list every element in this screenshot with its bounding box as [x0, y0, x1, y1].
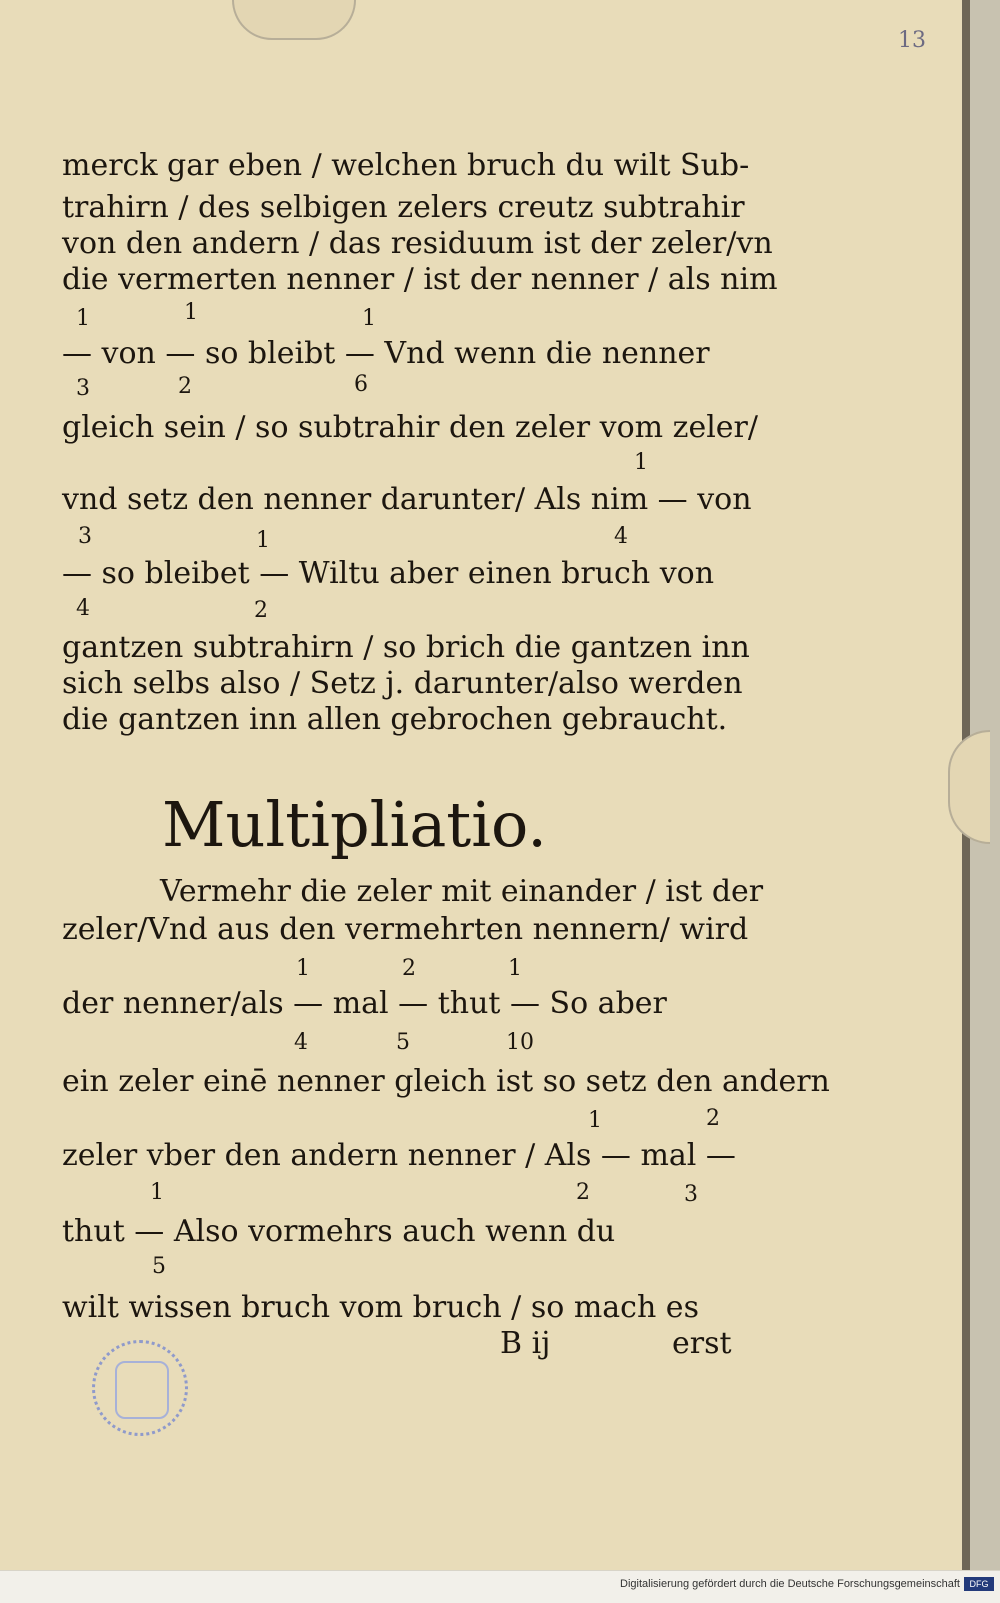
- fraction-numerator: 1: [296, 956, 310, 981]
- dfg-logo: DFG: [964, 1577, 994, 1591]
- fraction-numerator: 1: [150, 1180, 164, 1205]
- footer-credit: Digitalisierung gefördert durch die Deutsche Forschungsgemeinschaft: [620, 1578, 960, 1590]
- fraction-numerator: 1: [184, 300, 198, 325]
- fraction-denominator: 3: [76, 376, 90, 401]
- fraction-denominator: 2: [178, 374, 192, 399]
- text-line-15: ein zeler einē nenner gleich ist so setz den andern: [62, 1064, 830, 1099]
- text-line-7: vnd setz den nenner darunter/ Als nim — von: [62, 482, 752, 517]
- fraction-numerator: 2: [706, 1106, 720, 1131]
- page-number-pencil: 13: [898, 28, 926, 53]
- paper-clip-top: [232, 0, 356, 40]
- text-line-6: gleich sein / so subtrahir den zeler vom zeler/: [62, 410, 758, 445]
- fraction-numerator: 2: [402, 956, 416, 981]
- text-line-16: zeler vber den andern nenner / Als — mal —: [62, 1138, 736, 1173]
- fraction-numerator: 1: [256, 528, 270, 553]
- fraction-numerator: 1: [588, 1108, 602, 1133]
- library-stamp: [92, 1340, 188, 1436]
- fraction-denominator: 3: [684, 1182, 698, 1207]
- fraction-numerator: 1: [362, 306, 376, 331]
- text-line-14: der nenner/als — mal — thut — So aber: [62, 986, 667, 1021]
- text-line-4: die vermerten nenner / ist der nenner / als nim: [62, 262, 778, 297]
- text-line-12: Vermehr die zeler mit einander / ist der: [160, 874, 764, 909]
- text-line-2: trahirn / des selbigen zelers creutz subtrahir: [62, 190, 745, 225]
- text-line-10: sich selbs also / Setz j. darunter/also werden: [62, 666, 743, 701]
- text-line-5: — von — so bleibt — Vnd wenn die nenner: [62, 336, 710, 371]
- catchword: erst: [672, 1326, 732, 1361]
- text-line-3: von den andern / das residuum ist der zeler/vn: [62, 226, 773, 261]
- fraction-numerator: 3: [78, 524, 92, 549]
- fraction-denominator: 4: [294, 1030, 308, 1055]
- fraction-numerator: 1: [76, 306, 90, 331]
- text-line-8: — so bleibet — Wiltu aber einen bruch von: [62, 556, 715, 591]
- text-line-18: wilt wissen bruch vom bruch / so mach es: [62, 1290, 699, 1325]
- fraction-denominator: 6: [354, 372, 368, 397]
- fraction-denominator: 10: [506, 1030, 534, 1055]
- text-line-11: die gantzen inn allen gebrochen gebraucht.: [62, 702, 728, 737]
- signature-mark: B ij: [500, 1326, 551, 1361]
- fraction-numerator: 1: [634, 450, 648, 475]
- fraction-denominator: 2: [254, 598, 268, 623]
- text-line-17: thut — Also vormehrs auch wenn du: [62, 1214, 616, 1249]
- fraction-denominator: 5: [396, 1030, 410, 1055]
- section-heading: Multipliatio.: [162, 788, 547, 861]
- text-line-1: merck gar eben / welchen bruch du wilt Sub-: [62, 148, 750, 183]
- fraction-numerator: 1: [508, 956, 522, 981]
- text-line-13: zeler/Vnd aus den vermehrten nennern/ wird: [62, 912, 749, 947]
- fraction-denominator: 2: [576, 1180, 590, 1205]
- fraction-numerator: 4: [614, 524, 628, 549]
- text-line-9: gantzen subtrahirn / so brich die gantzen inn: [62, 630, 750, 665]
- fraction-denominator: 4: [76, 596, 90, 621]
- fraction-denominator: 5: [152, 1254, 166, 1279]
